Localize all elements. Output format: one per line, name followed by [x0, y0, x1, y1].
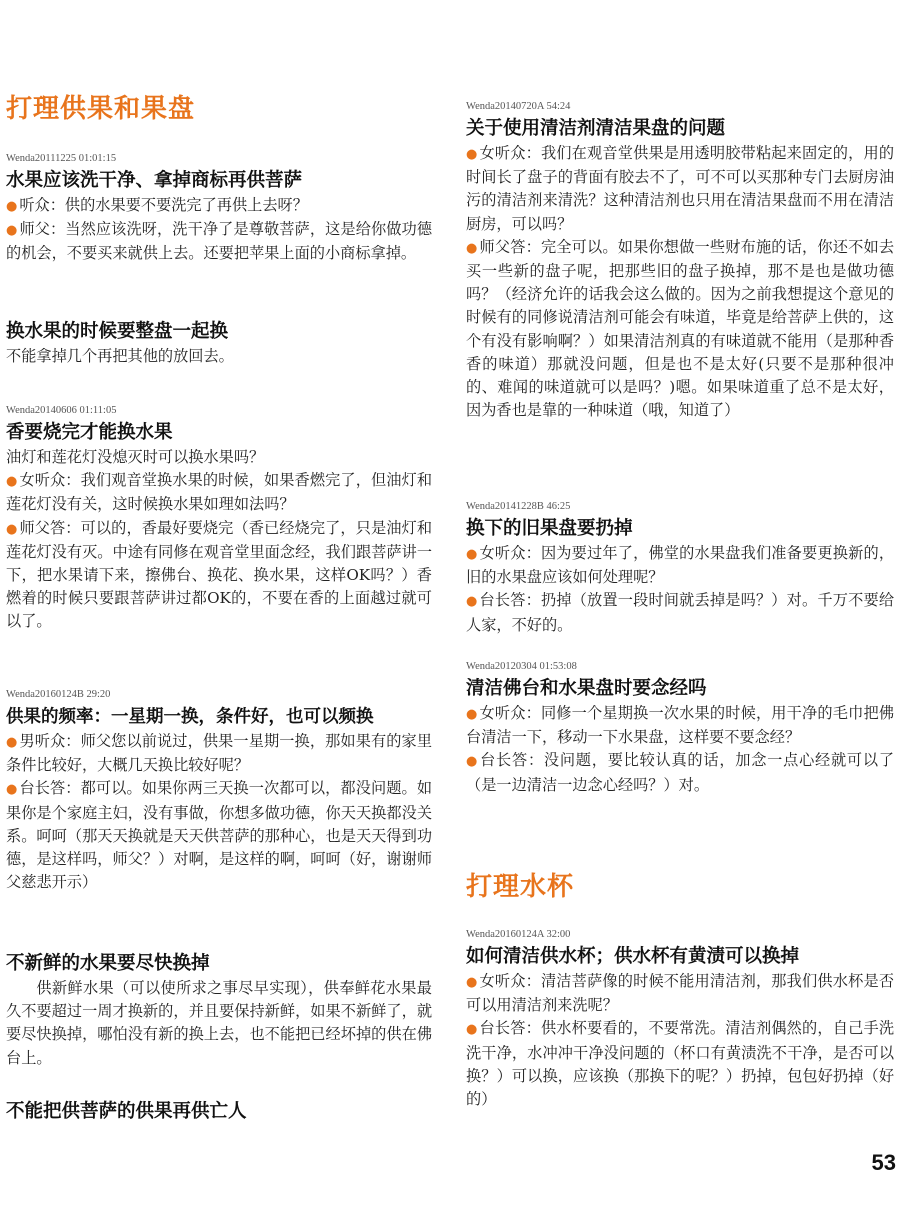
article-frequency — [6, 688, 432, 894]
bullet-icon: ● — [466, 707, 478, 722]
source-code: Wenda20120304 01:53:08 — [466, 661, 577, 672]
article-old-plate — [466, 500, 894, 637]
article-heading: 香要烧完才能换水果 — [6, 422, 173, 443]
source-code: Wenda20140606 01:11:05 — [6, 405, 117, 416]
bullet-icon: ● — [6, 521, 18, 537]
paragraph: ● 师父：当然应该洗呀，洗干净了是尊敬菩萨，这是给你做功德的机会，不要买来就供上去。还要把苹果上面的小商标拿掉。 — [6, 220, 433, 263]
article-heading: 关于使用清洁剂清洁果盘的问题 — [466, 118, 726, 139]
bullet-icon: ● — [466, 547, 478, 562]
paragraph: 不能拿掉几个再把其他的放回去。 — [6, 347, 234, 365]
bullet-icon: ● — [6, 782, 18, 798]
paragraph: 油灯和莲花灯没熄灭时可以换水果吗？ — [6, 448, 265, 466]
section-title-fruit: 打理供果和果盘 — [6, 94, 196, 124]
article-no-reuse — [6, 1096, 432, 1125]
paragraph: ● 女听众：同修一个星期换一次水果的时候，用干净的毛巾把佛台清洁一下，移动一下水果盘，这样要不要念经？ — [466, 704, 895, 747]
source-code: Wenda20160124A 32:00 — [466, 929, 571, 940]
source-code: Wenda20111225 01:01:15 — [6, 153, 117, 164]
article-whole-plate — [6, 316, 432, 368]
paragraph: ● 师父答：可以的，香最好要烧完（香已经烧完了，只是油灯和莲花灯没有灭。中途有同修在观音堂里面念经，我们跟菩萨讲一下，把水果请下来，擦佛台、换花、换水果，这样OK吗？）香燃着的时候只要跟菩萨讲过都OK的，不要在香的上面越过就可以了。 — [6, 518, 433, 631]
paragraph: 供新鲜水果（可以使所求之事尽早实现），供奉鲜花水果最久不要超过一周才换新的，并且要保持新鲜，如果不新鲜了，就要尽快换掉，哪怕没有新的换上去，也不能把已经坏掉的供在佛台上。 — [6, 979, 432, 1067]
article-heading: 供果的频率：一星期一换，条件好，也可以频换 — [6, 707, 374, 727]
article-heading: 换下的旧果盘要扔掉 — [466, 518, 633, 539]
article-heading: 清洁佛台和水果盘时要念经吗 — [466, 678, 707, 699]
paragraph: ● 台长答：供水杯要看的，不要常洗。清洁剂偶然的，自己手洗洗干净，水冲冲干净没问题的（杯口有黄渍洗不干净，是否可以换？）可以换，应该换（那换下的呢？）扔掉，包包好扔掉（好的） — [466, 1019, 895, 1109]
paragraph: ● 女听众：因为要过年了，佛堂的水果盘我们准备要更换新的，旧的水果盘应该如何处理呢？ — [466, 544, 895, 587]
bullet-icon: ● — [6, 223, 18, 239]
paragraph: ● 女听众：我们在观音堂供果是用透明胶带粘起来固定的，用的时间长了盘子的背面有胶去不了，可不可以买那种专门去厨房油污的清洁剂来清洗？这种清洁剂也只用在清洁果盘而不用在清洁厨房，可以吗？ — [466, 144, 895, 233]
bullet-icon: ● — [6, 199, 18, 214]
bullet-icon: ● — [466, 147, 478, 162]
bullet-icon: ● — [466, 594, 478, 610]
article-not-fresh — [6, 948, 432, 1070]
article-incense-first — [6, 404, 432, 634]
source-code: Wenda20140720A 54:24 — [466, 101, 571, 112]
paragraph: ● 台长答：都可以。如果你两三天换一次都可以，都没问题。如果你是个家庭主妇，没有事做，你想多做功德，你天天换都没关系。呵呵（那天天换就是天天供菩萨的那种心，也是天天得到功德，是这样吗，师父？）对啊，是这样的啊，呵呵（好，谢谢师父慈悲开示） — [6, 779, 433, 892]
bullet-icon: ● — [466, 1022, 478, 1038]
article-water-cup — [466, 928, 894, 1111]
bullet-icon: ● — [466, 754, 479, 770]
bullet-icon: ● — [6, 474, 18, 490]
source-code: Wenda20141228B 46:25 — [466, 501, 571, 512]
article-heading: 如何清洁供水杯；供水杯有黄渍可以换掉 — [466, 946, 800, 967]
paragraph: ● 女听众：清洁菩萨像的时候不能用清洁剂，那我们供水杯是否可以用清洁剂来洗呢？ — [466, 972, 895, 1015]
bullet-icon: ● — [466, 975, 478, 990]
page-number: 53 — [871, 1150, 896, 1175]
article-heading: 不能把供菩萨的供果再供亡人 — [6, 1101, 247, 1122]
bullet-icon: ● — [466, 240, 478, 256]
section-title-cup: 打理水杯 — [466, 872, 575, 902]
article-heading: 水果应该洗干净、拿掉商标再供菩萨 — [6, 170, 303, 191]
article-heading: 不新鲜的水果要尽快换掉 — [6, 953, 210, 974]
article-detergent — [466, 100, 894, 422]
article-heading: 换水果的时候要整盘一起换 — [6, 321, 229, 342]
paragraph: ● 男听众：师父您以前说过，供果一星期一换，那如果有的家里条件比较好，大概几天换比较好呢？ — [6, 732, 433, 775]
paragraph: ● 女听众：我们观音堂换水果的时候，如果香燃完了，但油灯和莲花灯没有关，这时候换水果如理如法吗？ — [6, 471, 433, 514]
source-code: Wenda20160124B 29:20 — [6, 689, 111, 700]
paragraph: ● 师父答：完全可以。如果你想做一些财布施的话，你还不如去买一些新的盘子呢，把那些旧的盘子换掉，那不是也是做功德吗？（经济允许的话我会这么做的。因为之前我想提这个意见的时候有的同修说清洁剂可能会有味道，毕竟是给菩萨上供的，这个有没有影响啊？）如果清洁剂真的有味道就不能用（是那种香香的味道）那就没问题，但是也不是太好(只要不是那种很冲的、难闻的味道就可以是吗？)嗯。如果味道重了总不是太好，因为香也是靠的一种味道（哦，知道了） — [466, 237, 895, 420]
article-clean-altar — [466, 660, 894, 797]
article-wash-fruit — [6, 152, 432, 266]
paragraph: ● 台长答：扔掉（放置一段时间就丢掉是吗？）对。千万不要给人家，不好的。 — [466, 591, 895, 634]
paragraph: ● 台长答：没问题，要比较认真的话，加念一点心经就可以了（是一边清洁一边念心经吗？）对。 — [466, 751, 895, 794]
paragraph: ● 听众：供的水果要不要洗完了再供上去呀？ — [6, 196, 308, 214]
bullet-icon: ● — [6, 735, 18, 750]
